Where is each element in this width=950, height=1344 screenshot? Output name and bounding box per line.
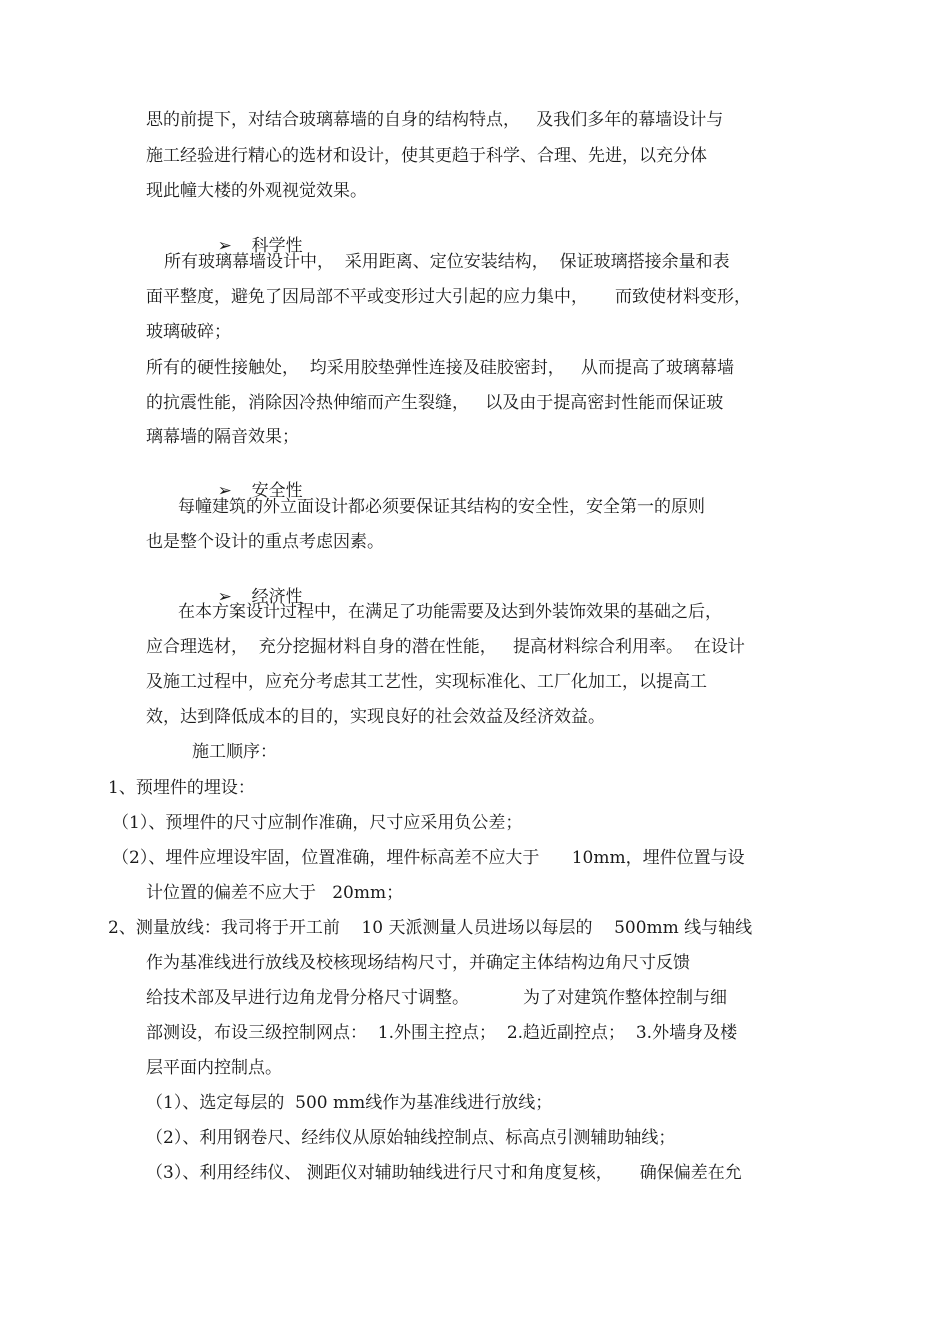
paragraph-line: 每幢建筑的外立面设计都必须要保证其结构的安全性，安全第一的原则 (178, 497, 705, 517)
section-heading: 施工顺序： (192, 742, 277, 762)
paragraph-line: 给技术部及早进行边角龙骨分格尺寸调整。 为了对建筑作整体控制与细 (146, 988, 728, 1008)
paragraph-line: 效，达到降低成本的目的，实现良好的社会效益及经济效益。 (146, 707, 605, 727)
paragraph-line: 现此幢大楼的外观视觉效果。 (146, 181, 367, 201)
paragraph-line: 层平面内控制点。 (146, 1058, 282, 1078)
paragraph-line: 计位置的偏差不应大于 20mm； (146, 883, 404, 903)
paragraph-line: 施工经验进行精心的选材和设计，使其更趋于科学、合理、先进，以充分体 (146, 146, 707, 166)
paragraph-line: 思的前提下，对结合玻璃幕墙的自身的结构特点， 及我们多年的幕墙设计与 (146, 110, 724, 130)
paragraph-line: 面平整度，避免了因局部不平或变形过大引起的应力集中， 而致使材料变形， (146, 287, 752, 307)
paragraph-line: 璃幕墙的隔音效果； (146, 427, 299, 447)
arrow-bullet-icon: ➢ (217, 587, 232, 607)
paragraph-line: 作为基准线进行放线及校核现场结构尺寸，并确定主体结构边角尺寸反馈 (146, 953, 690, 973)
arrow-bullet-icon: ➢ (217, 236, 232, 256)
paragraph-line: 在本方案设计过程中，在满足了功能需要及达到外装饰效果的基础之后， (178, 602, 722, 622)
bullet-label: 安全性 (251, 481, 303, 501)
numbered-item: 1、预埋件的埋设： (108, 778, 255, 798)
paragraph-line: 部测设，布设三级控制网点： 1.外围主控点； 2.趋近副控点； 3.外墙身及楼 (146, 1023, 738, 1043)
arrow-bullet-icon: ➢ (217, 481, 232, 501)
paragraph-line: 及施工过程中，应充分考虑其工艺性，实现标准化、工厂化加工，以提高工 (146, 672, 707, 692)
bullet-label: 科学性 (251, 236, 303, 256)
paragraph-line: 所有的硬性接触处， 均采用胶垫弹性连接及硅胶密封， 从而提高了玻璃幕墙 (146, 358, 735, 378)
sub-item: （2）、埋件应埋设牢固，位置准确，埋件标高差不应大于 10mm，埋件位置与设 (112, 848, 745, 868)
sub-item: （2）、利用钢卷尺、经纬仪从原始轴线控制点、标高点引测辅助轴线； (146, 1128, 676, 1148)
paragraph-line: 玻璃破碎； (146, 322, 231, 342)
sub-item: （1）、预埋件的尺寸应制作准确，尺寸应采用负公差； (112, 813, 523, 833)
bullet-label: 经济性 (251, 587, 303, 607)
sub-item: （1）、选定每层的 500 mm线作为基准线进行放线； (146, 1093, 553, 1113)
paragraph-line: 应合理选材， 充分挖掘材料自身的潜在性能， 提高材料综合利用率。 在设计 (146, 637, 745, 657)
numbered-item: 2、测量放线：我司将于开工前 10 天派测量人员进场以每层的 500mm 线与轴线 (108, 918, 753, 938)
paragraph-line: 所有玻璃幕墙设计中， 采用距离、定位安装结构， 保证玻璃搭接余量和表 (164, 252, 730, 272)
sub-item: （3）、利用经纬仪、 测距仪对辅助轴线进行尺寸和角度复核， 确保偏差在允 (146, 1163, 742, 1183)
paragraph-line: 也是整个设计的重点考虑因素。 (146, 532, 384, 552)
paragraph-line: 的抗震性能，消除因冷热伸缩而产生裂缝， 以及由于提高密封性能而保证玻 (146, 393, 724, 413)
